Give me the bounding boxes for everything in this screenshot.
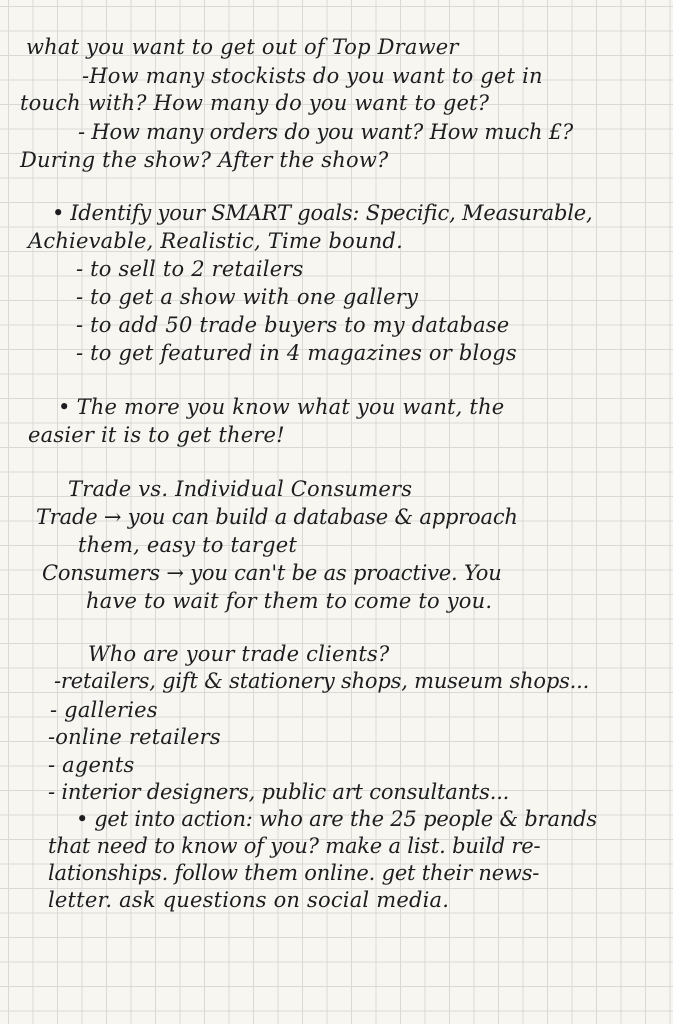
note-line: Who are your trade clients? [88,642,390,666]
note-line: During the show? After the show? [20,148,389,172]
note-line: Achievable, Realistic, Time bound. [28,229,403,253]
note-line: what you want to get out of Top Drawer [26,35,459,59]
note-line: touch with? How many do you want to get? [20,91,490,115]
note-line: - interior designers, public art consultants... [48,780,510,804]
note-line: -How many stockists do you want to get in [82,64,543,88]
note-line: - agents [48,753,135,777]
note-line: that need to know of you? make a list. build re- [48,834,541,858]
note-line: - to add 50 trade buyers to my database [76,313,510,337]
note-bullet-line: • get into action: who are the 25 people & brands [76,806,597,832]
note-line: have to wait for them to come to you. [86,589,493,613]
note-line: - to get a show with one gallery [76,285,419,309]
note-line: - How many orders do you want? How much £? [78,120,574,144]
note-line: -retailers, gift & stationery shops, museum shops... [54,669,590,693]
note-line: easier it is to get there! [28,423,285,447]
note-line: Trade → you can build a database & approach [36,505,518,529]
note-line: - galleries [50,698,158,722]
note-line: Consumers → you can't be as proactive. You [42,561,502,585]
note-bullet-line: • The more you know what you want, the [58,394,504,420]
note-line: -online retailers [48,725,221,749]
note-line: lationships. follow them online. get their news- [48,861,540,885]
note-line: - to get featured in 4 magazines or blogs [76,341,517,365]
note-line: letter. ask questions on social media. [48,888,450,912]
note-line: - to sell to 2 retailers [76,257,304,281]
note-line: them, easy to target [78,533,297,557]
note-bullet-line: • Identify your SMART goals: Specific, Measurable, [52,200,592,226]
note-line: Trade vs. Individual Consumers [68,477,413,501]
